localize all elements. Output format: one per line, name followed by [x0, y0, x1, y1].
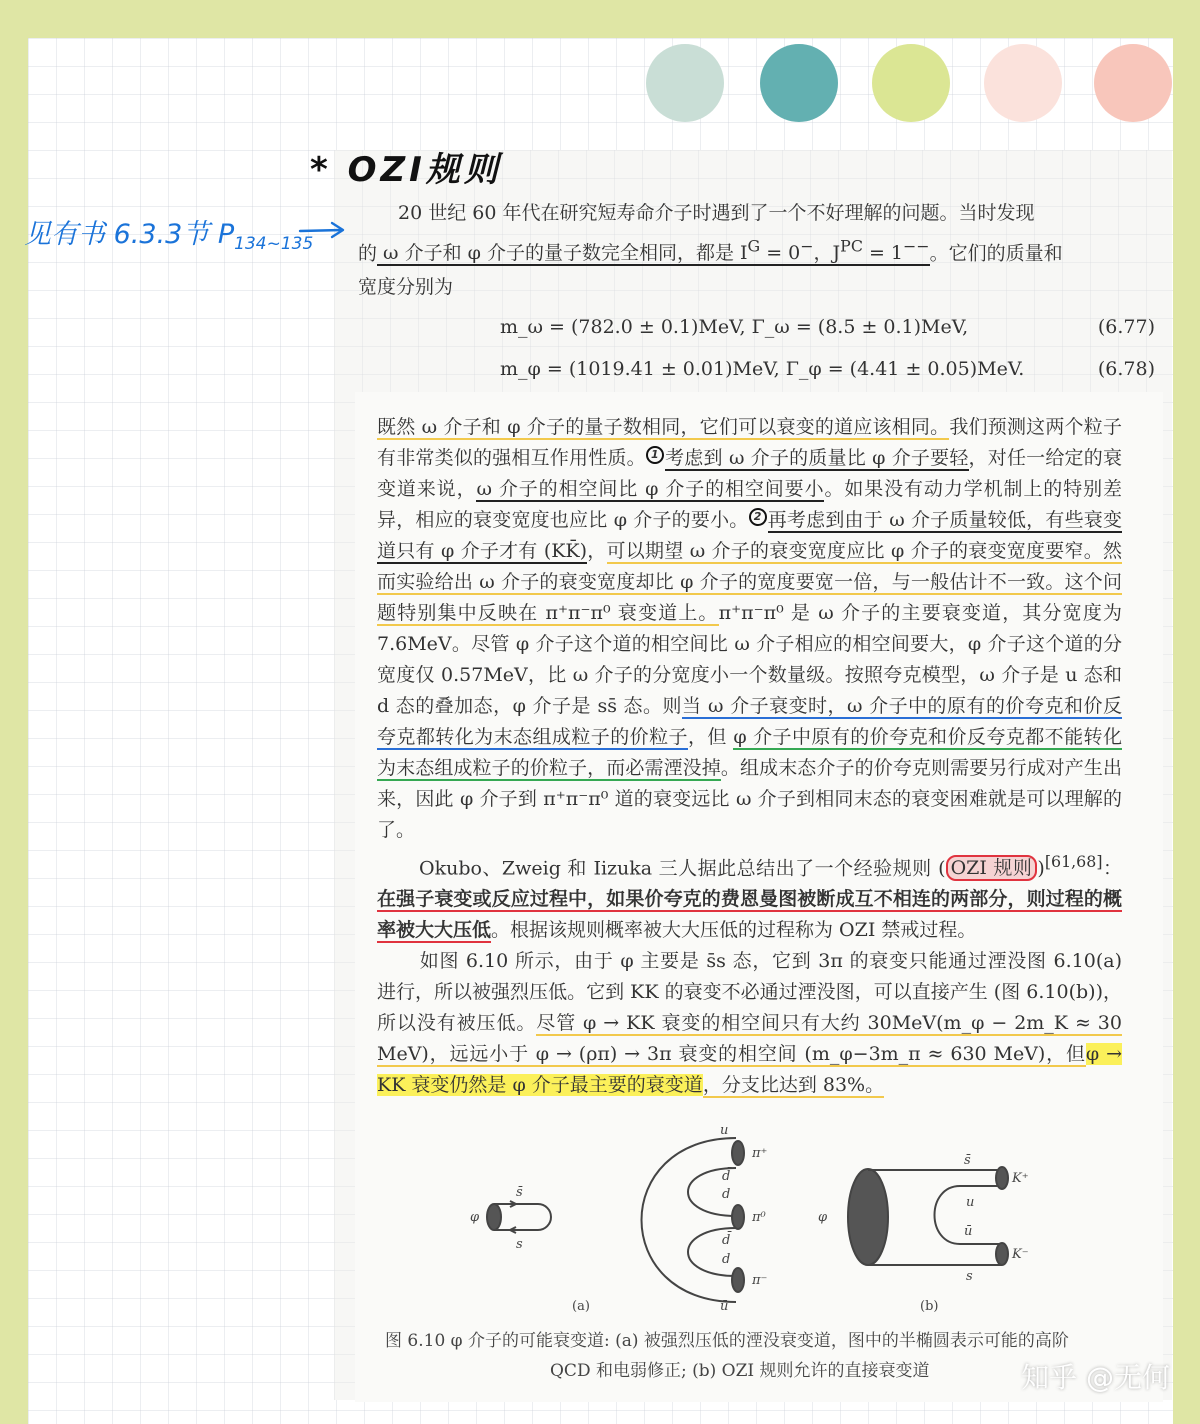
qn-text: ω 介子和 φ 介子的量子数完全相同，都是 I	[377, 242, 748, 265]
branching-ratio: ，分支比达到 83%。	[702, 1074, 885, 1097]
caption-line1: 图 6.10 φ 介子的可能衰变道: (a) 被强烈压低的湮没衰变道，图中的半椭圆表示可能的高阶	[385, 1331, 1069, 1351]
diagram-b	[848, 1167, 1008, 1265]
pi-plus-blob	[732, 1141, 744, 1165]
circled-number-2: 2	[749, 508, 767, 526]
sentence-4: ，对任一给定的衰变道来说，	[377, 447, 1122, 500]
k-plus-blob	[996, 1167, 1008, 1189]
caption-line2: QCD 和电弱修正; (b) OZI 规则允许的直接衰变道	[550, 1361, 930, 1381]
equation-text: m_φ = (1019.41 ± 0.01)MeV, Γ_φ = (4.41 ± 0.05)MeV.	[500, 358, 1025, 380]
intro-line2-end: 。它们的质量和	[929, 242, 1063, 265]
sentence-10: π⁺π⁻π⁰ 是 ω 介子的主要衰变道，其分宽度为 7.6MeV。尽管 φ 介子这个道的相空间比 ω 介子相应的相空间要大，φ 介子这个道的分宽度仅 0.57MeV，比 ω 介子的分宽度小一个数量级。按照夸克模型，ω 介子是 u 态和 d 态的叠加态，φ 介子是 ss̄ 态。则	[377, 602, 1122, 717]
label-d-2: d	[722, 1252, 731, 1267]
label-pi-minus: π⁻	[752, 1273, 768, 1288]
sentence-3: 考虑到 ω 介子的质量比 φ 介子要轻	[664, 447, 969, 469]
label-sbar-a: s̄	[516, 1185, 523, 1200]
qn-text2: = 0	[760, 242, 801, 265]
sentence-2: 我们预测这两个粒子有非常类似的强相互作用性质。	[377, 416, 1122, 469]
paragraph-1	[377, 412, 1122, 846]
label-a: (a)	[572, 1299, 590, 1314]
sentence-1: 既然 ω 介子和 φ 介子的量子数相同，它们可以衰变的道应该相同。	[377, 416, 950, 438]
reference-main: 见有书 6.3.3节 P	[24, 219, 235, 250]
diagram-a	[487, 1138, 744, 1302]
label-pi-zero: π⁰	[752, 1210, 766, 1225]
handwritten-title: * OZI规则	[310, 150, 502, 190]
reference-pages: 134~135	[234, 234, 314, 254]
colon: ：	[1102, 857, 1122, 880]
intro-line2-start: 的	[358, 242, 378, 265]
phi-blob-a	[487, 1204, 501, 1230]
phi-loop-a	[494, 1204, 551, 1230]
label-k-plus: K⁺	[1012, 1171, 1029, 1186]
label-b: (b)	[920, 1299, 939, 1314]
qn-text4: = 1	[862, 242, 904, 265]
pi-zero-blob	[732, 1205, 744, 1229]
sentence-6: 。如果没有动力学机制上的特别差异，相应的衰变宽度也应比 φ 介子的要小。	[377, 478, 1122, 531]
pi-minus-blob	[732, 1268, 744, 1292]
paragraph-3	[377, 946, 1122, 1101]
label-dbar-2: d̄	[722, 1233, 731, 1248]
equation-number: (6.77)	[1097, 316, 1155, 338]
palette-circle-1	[646, 44, 724, 122]
palette-circle-2	[760, 44, 838, 122]
qn-sup1: G	[747, 237, 761, 256]
palette-circle-4	[984, 44, 1062, 122]
equation-text: m_ω = (782.0 ± 0.1)MeV, Γ_ω = (8.5 ± 0.1)MeV,	[500, 316, 969, 338]
label-ubar: ū	[720, 1299, 729, 1314]
watermark: 知乎 @无何	[1021, 1361, 1170, 1394]
right-arrow-icon	[298, 218, 348, 242]
sentence-11: 当 ω 介子衰变时，ω 介子中的原有的价夸克和价反夸克都转化为末态组成粒子的价粒子	[377, 695, 1122, 748]
phase-space-sentence: 尽管 φ → KK 衰变的相空间只有大约 30MeV(m_φ − 2m_K ≈ 30 MeV)，远远小于 φ → (ρπ) → 3π 衰变的相空间 (m_φ−3m_π ≈ 630 MeV)，但	[377, 1012, 1122, 1066]
handwritten-reference	[24, 212, 313, 254]
citation: [61,68]	[1044, 852, 1103, 871]
main-decay-highlight: φ → KK 衰变仍然是 φ 介子最主要的衰变道	[377, 1043, 1123, 1097]
label-ubar-b: ū	[964, 1224, 973, 1239]
equation-6-77	[500, 316, 1155, 338]
qn-text3: ，J	[813, 242, 841, 265]
intro-paragraph	[358, 196, 1153, 304]
qn-sup2: −	[800, 237, 814, 256]
palette-circle-3	[872, 44, 950, 122]
circled-number-1: 1	[646, 446, 664, 464]
ozi-close: )	[1037, 857, 1045, 880]
ozi-rule-box: OZI 规则	[946, 855, 1038, 881]
label-d-1: d	[722, 1187, 731, 1202]
ozi-end: 。根据该规则概率被大大压低的过程称为 OZI 禁戒过程。	[491, 919, 977, 942]
label-s-a: s	[516, 1237, 523, 1252]
ozi-intro: Okubo、Zweig 和 Iizuka 三人据此总结出了一个经验规则 (	[419, 857, 946, 880]
intro-line3: 宽度分别为	[358, 276, 454, 299]
sentence-12: ，但	[687, 726, 734, 748]
label-sbar-b: s̄	[964, 1153, 971, 1168]
quantum-number-underline	[377, 237, 930, 266]
label-dbar-1: d̄	[722, 1169, 731, 1184]
sentence-9: 可以期望 ω 介子的衰变宽度应比 φ 介子的衰变宽度要窄。然而实验给出 ω 介子的衰变宽度却比 φ 介子的宽度要宽一倍，与一般估计不一致。这个问题特别集中反映在 π⁺π⁻π⁰ 衰变道上。	[377, 540, 1122, 624]
sentence-14: 。组成末态介子的价夸克则需要另行成对产生出来，因此 φ 介子到 π⁺π⁻π⁰ 道的衰变远比 ω 介子到相同末态的衰变困难就是可以理解的了。	[377, 757, 1122, 841]
label-s-b: s	[966, 1269, 973, 1284]
phi-blob-b	[848, 1169, 888, 1265]
annihilation-arc	[642, 1138, 737, 1302]
feynman-diagram	[440, 1120, 1160, 1320]
fig-discussion: 如图 6.10 所示，由于 φ 主要是 s̄s 态，它到 3π 的衰变只能通过湮没图 6.10(a) 进行，所以被强烈压低。它到 KK 的衰变不必通过湮没图，可以直接产生 (图 6.10(b))，所以没有被压低。	[377, 950, 1122, 1035]
label-u-b: u	[966, 1195, 975, 1210]
label-pi-plus: π⁺	[752, 1146, 768, 1161]
k-minus-blob	[996, 1243, 1008, 1265]
main-body	[377, 412, 1122, 1101]
paragraph-2	[377, 846, 1122, 946]
label-phi-a: φ	[470, 1210, 480, 1225]
sentence-8: ，	[587, 540, 607, 562]
equation-6-78	[500, 358, 1155, 380]
qn-sup3: PC	[840, 237, 863, 256]
palette-circle-5	[1094, 44, 1172, 122]
label-k-minus: K⁻	[1012, 1247, 1029, 1262]
intro-line1: 20 世纪 60 年代在研究短寿命介子时遇到了一个不好理解的问题。当时发现	[398, 202, 1035, 224]
label-phi-b: φ	[818, 1210, 828, 1225]
qn-sup4: −−	[903, 237, 930, 256]
ozi-rule-statement: 在强子衰变或反应过程中，如果价夸克的费恩曼图被断成互不相连的两部分，则过程的概率被大大压低	[377, 888, 1122, 942]
sentence-5: ω 介子的相空间比 φ 介子的相空间要小	[476, 478, 825, 500]
label-u: u	[720, 1123, 729, 1138]
equation-number: (6.78)	[1097, 358, 1155, 380]
sentence-7: 再考虑到由于 ω 介子质量较低，有些衰变道只有 φ 介子才有 (KK̄)	[377, 509, 1123, 562]
sentence-13: φ 介子中原有的价夸克和价反夸克都不能转化为末态组成粒子的价粒子，而必需湮没掉	[377, 726, 1122, 779]
